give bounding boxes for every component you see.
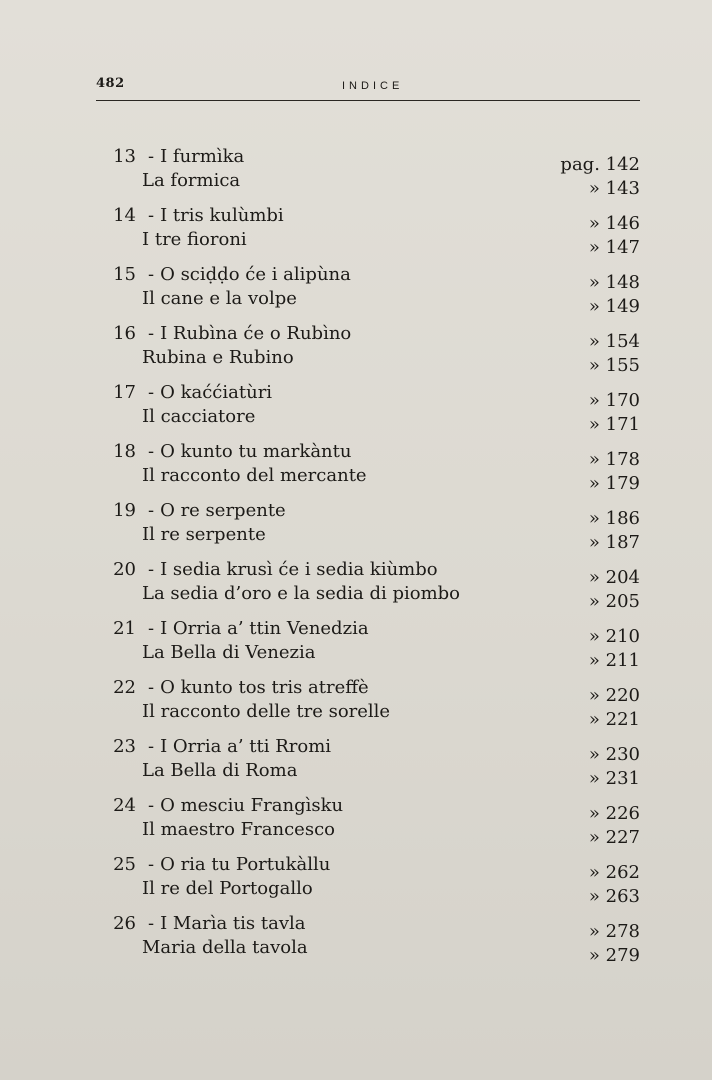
entry-dash: - — [148, 146, 155, 167]
entry-number: 18 — [113, 441, 136, 462]
entry-dash: - — [148, 500, 155, 521]
entry-page-ref: » 148 — [588, 272, 640, 293]
entry-number: 17 — [113, 382, 136, 403]
entry-translation-page-ref: » 221 — [588, 709, 640, 730]
toc-entry — [88, 381, 640, 437]
page-header — [96, 74, 640, 106]
entry-dash: - — [148, 736, 155, 757]
entry-translation-page-ref: » 149 — [588, 296, 640, 317]
entry-number: 25 — [113, 854, 136, 875]
entry-title: I tris kulùmbi — [160, 205, 284, 226]
entry-translation: Rubina e Rubino — [142, 347, 294, 368]
entry-page-ref: » 230 — [588, 744, 640, 765]
entry-page-ref: pag. 142 — [560, 154, 640, 175]
entry-page-ref: » 170 — [588, 390, 640, 411]
entry-translation-page-ref: » 205 — [588, 591, 640, 612]
entry-title: I Marìa tis tavla — [160, 913, 306, 934]
entry-title: O ria tu Portukàllu — [160, 854, 331, 875]
entry-title: O sciḍḍo će i alipùna — [160, 264, 351, 285]
header-rule — [96, 100, 640, 101]
entry-page-ref: » 226 — [588, 803, 640, 824]
entry-dash: - — [148, 854, 155, 875]
toc-entry — [88, 558, 640, 614]
entry-translation: Il maestro Francesco — [142, 819, 335, 840]
toc-entry — [88, 204, 640, 260]
entry-title: O kaććiatùri — [160, 382, 273, 403]
entry-title: I Rubìna će o Rubìno — [160, 323, 352, 344]
entry-translation-page-ref: » 279 — [588, 945, 640, 966]
entry-dash: - — [148, 913, 155, 934]
toc-entry — [88, 499, 640, 555]
entry-dash: - — [148, 795, 155, 816]
entry-page-ref: » 262 — [588, 862, 640, 883]
entry-page-ref: » 210 — [588, 626, 640, 647]
entry-title: O mesciu Frangìsku — [160, 795, 344, 816]
toc-entry — [88, 145, 640, 201]
entry-translation: Il re del Portogallo — [142, 878, 313, 899]
entry-page-ref: » 278 — [588, 921, 640, 942]
entry-translation: Il cane e la volpe — [142, 288, 297, 309]
entry-number: 14 — [113, 205, 136, 226]
entry-number: 23 — [113, 736, 136, 757]
entry-number: 19 — [113, 500, 136, 521]
entry-page-ref: » 204 — [588, 567, 640, 588]
entry-translation-page-ref: » 211 — [588, 650, 640, 671]
running-title: INDICE — [342, 80, 404, 92]
entry-dash: - — [148, 677, 155, 698]
toc-entry — [88, 853, 640, 909]
entry-translation: I tre fioroni — [142, 229, 247, 250]
entry-dash: - — [148, 618, 155, 639]
entry-dash: - — [148, 441, 155, 462]
entry-title: I sedia krusì će i sedia kiùmbo — [160, 559, 438, 580]
toc-entry — [88, 440, 640, 496]
entry-translation: La Bella di Roma — [142, 760, 298, 781]
entry-translation: Il cacciatore — [142, 406, 256, 427]
toc-entry — [88, 912, 640, 968]
entry-translation: La formica — [142, 170, 241, 191]
entry-translation-page-ref: » 155 — [588, 355, 640, 376]
entry-number: 16 — [113, 323, 136, 344]
toc-entry — [88, 794, 640, 850]
entry-page-ref: » 154 — [588, 331, 640, 352]
entry-number: 15 — [113, 264, 136, 285]
toc-entry — [88, 735, 640, 791]
entry-dash: - — [148, 264, 155, 285]
entry-title: I Orria a’ tti Rromi — [160, 736, 332, 757]
entry-dash: - — [148, 205, 155, 226]
entry-number: 13 — [113, 146, 136, 167]
entry-title: O kunto tos tris atreffè — [160, 677, 369, 698]
entry-page-ref: » 178 — [588, 449, 640, 470]
entry-translation-page-ref: » 227 — [588, 827, 640, 848]
entry-number: 24 — [113, 795, 136, 816]
entry-number: 26 — [113, 913, 136, 934]
entry-translation: La sedia d’oro e la sedia di piombo — [142, 583, 461, 604]
entry-page-ref: » 220 — [588, 685, 640, 706]
entry-translation: Il racconto del mercante — [142, 465, 367, 486]
entry-title: I Orria a’ ttin Venedzia — [160, 618, 369, 639]
entry-title: O kunto tu markàntu — [160, 441, 352, 462]
entry-title: O re serpente — [160, 500, 286, 521]
entry-translation-page-ref: » 263 — [588, 886, 640, 907]
entry-translation-page-ref: » 143 — [588, 178, 640, 199]
entry-translation-page-ref: » 187 — [588, 532, 640, 553]
entry-translation: Il racconto delle tre sorelle — [142, 701, 391, 722]
entry-translation-page-ref: » 231 — [588, 768, 640, 789]
toc-entry — [88, 263, 640, 319]
entry-page-ref: » 146 — [588, 213, 640, 234]
toc-entry — [88, 322, 640, 378]
entry-translation-page-ref: » 171 — [588, 414, 640, 435]
entry-dash: - — [148, 559, 155, 580]
toc-entry — [88, 676, 640, 732]
entry-translation: Maria della tavola — [142, 937, 308, 958]
entry-translation: La Bella di Venezia — [142, 642, 316, 663]
toc-entry — [88, 617, 640, 673]
entry-dash: - — [148, 382, 155, 403]
entry-number: 21 — [113, 618, 136, 639]
entry-number: 22 — [113, 677, 136, 698]
entry-dash: - — [148, 323, 155, 344]
entry-translation: Il re serpente — [142, 524, 266, 545]
entry-number: 20 — [113, 559, 136, 580]
entry-page-ref: » 186 — [588, 508, 640, 529]
entry-translation-page-ref: » 179 — [588, 473, 640, 494]
entry-title: I furmìka — [160, 146, 245, 167]
entry-translation-page-ref: » 147 — [588, 237, 640, 258]
page-number: 482 — [96, 76, 125, 91]
